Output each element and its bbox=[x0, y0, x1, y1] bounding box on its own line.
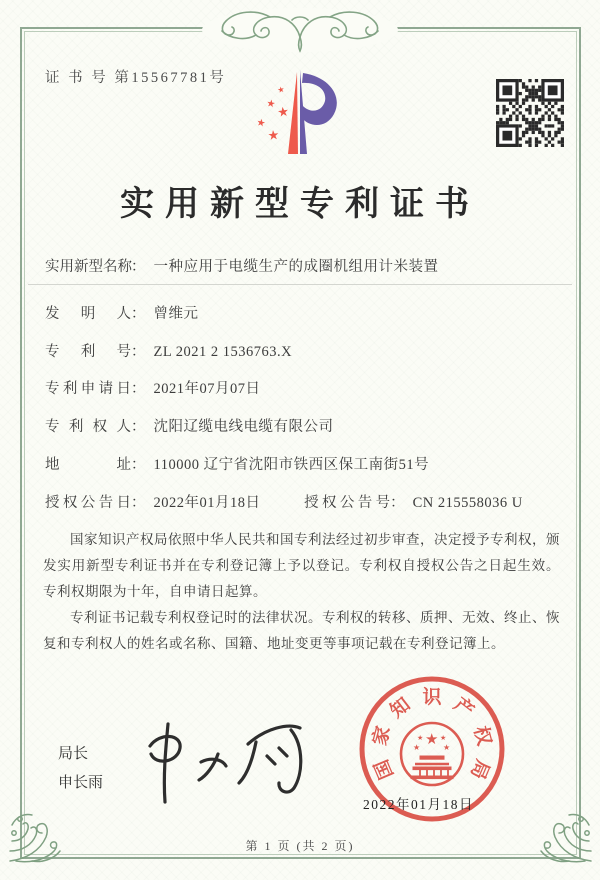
field-value: 曾维元 bbox=[153, 306, 199, 322]
legal-paragraph-2: 专利证书记载专利权登记时的法律状况。专利权的转移、质押、无效、终止、恢复和专利权人的姓名或名称、国籍、地址变更等事项记载在专利登记簿上。 bbox=[43, 609, 560, 651]
legal-paragraph-1: 国家知识产权局依照中华人民共和国专利法经过初步审查，决定授予专利权，颁发实用新型专利证书并在专利登记簿上予以登记。专利权自授权公告之日起生效。专利权期限为十年，自申请日起算。 bbox=[43, 532, 560, 599]
svg-text:★: ★ bbox=[255, 117, 267, 130]
field-colon: ： bbox=[131, 344, 146, 360]
field-value: 一种应用于电缆生产的成圈机组用计米装置 bbox=[153, 259, 439, 275]
svg-text:家: 家 bbox=[369, 724, 395, 748]
cnipa-logo-icon bbox=[250, 62, 346, 162]
field-value: ZL 2021 2 1536763.X bbox=[153, 344, 293, 360]
svg-text:★: ★ bbox=[413, 743, 421, 752]
svg-text:识: 识 bbox=[422, 687, 442, 708]
name-underline bbox=[28, 284, 572, 285]
field-row-address bbox=[45, 453, 560, 474]
seal-date: 2022年01月18日 bbox=[363, 797, 474, 812]
field-row-filing-date bbox=[45, 377, 560, 398]
qr-code bbox=[496, 79, 564, 147]
svg-text:产: 产 bbox=[449, 694, 478, 723]
svg-text:★: ★ bbox=[440, 734, 447, 742]
svg-text:★: ★ bbox=[265, 98, 277, 111]
top-flourish-ornament bbox=[198, 5, 402, 55]
svg-text:★: ★ bbox=[417, 734, 424, 742]
field-label: 专利申请日 bbox=[45, 381, 131, 397]
svg-text:局: 局 bbox=[466, 756, 493, 782]
field-label: 授权公告号 bbox=[304, 495, 391, 511]
field-colon: ： bbox=[131, 495, 146, 511]
field-colon: ： bbox=[390, 495, 405, 511]
field-label: 发明人 bbox=[45, 306, 131, 322]
field-colon: ： bbox=[131, 419, 146, 435]
svg-text:国: 国 bbox=[371, 756, 398, 782]
field-row-patentee bbox=[45, 415, 560, 436]
field-value: 2022年01月18日 bbox=[153, 495, 261, 511]
field-colon: ： bbox=[131, 381, 146, 397]
field-value: 沈阳辽缆电线电缆有限公司 bbox=[153, 419, 334, 435]
field-value: CN 215558036 U bbox=[412, 495, 523, 511]
director-name: 申长雨 bbox=[58, 773, 104, 791]
director-title: 局长 bbox=[58, 745, 89, 762]
grant-number-pair bbox=[304, 495, 523, 511]
field-colon: ： bbox=[131, 259, 146, 275]
director-block bbox=[58, 740, 103, 797]
field-row-patent-no bbox=[45, 340, 560, 361]
svg-text:★: ★ bbox=[425, 730, 439, 748]
svg-text:★: ★ bbox=[276, 84, 286, 95]
svg-text:权: 权 bbox=[469, 724, 495, 748]
svg-text:★: ★ bbox=[276, 104, 291, 121]
field-label: 专利号 bbox=[45, 344, 131, 360]
corner-ornament-right bbox=[533, 805, 595, 865]
field-colon: ： bbox=[131, 457, 146, 473]
field-label: 专利权人 bbox=[45, 419, 131, 435]
field-label: 实用新型名称 bbox=[45, 259, 132, 275]
field-row-inventor bbox=[45, 302, 560, 323]
field-colon: ： bbox=[131, 306, 146, 322]
director-signature bbox=[128, 712, 323, 812]
page-number: 第 1 页 (共 2 页) bbox=[245, 839, 355, 853]
certificate-title: 实用新型专利证书 bbox=[120, 186, 480, 223]
legal-text-block bbox=[43, 527, 560, 657]
grant-date-pair bbox=[45, 495, 261, 511]
field-value: 110000 辽宁省沈阳市铁西区保工南街51号 bbox=[153, 457, 430, 473]
field-row-grant bbox=[45, 491, 560, 512]
field-row-name bbox=[45, 255, 560, 276]
field-label: 授权公告日 bbox=[45, 495, 131, 511]
field-label: 地址 bbox=[45, 457, 131, 473]
corner-ornament-left bbox=[6, 805, 68, 865]
national-emblem-icon bbox=[401, 723, 463, 785]
certificate-number: 证 书 号 第15567781号 bbox=[45, 70, 227, 86]
svg-text:★: ★ bbox=[443, 743, 451, 752]
svg-text:★: ★ bbox=[267, 128, 280, 144]
svg-text:知: 知 bbox=[386, 694, 415, 723]
field-value: 2021年07月07日 bbox=[153, 381, 261, 397]
